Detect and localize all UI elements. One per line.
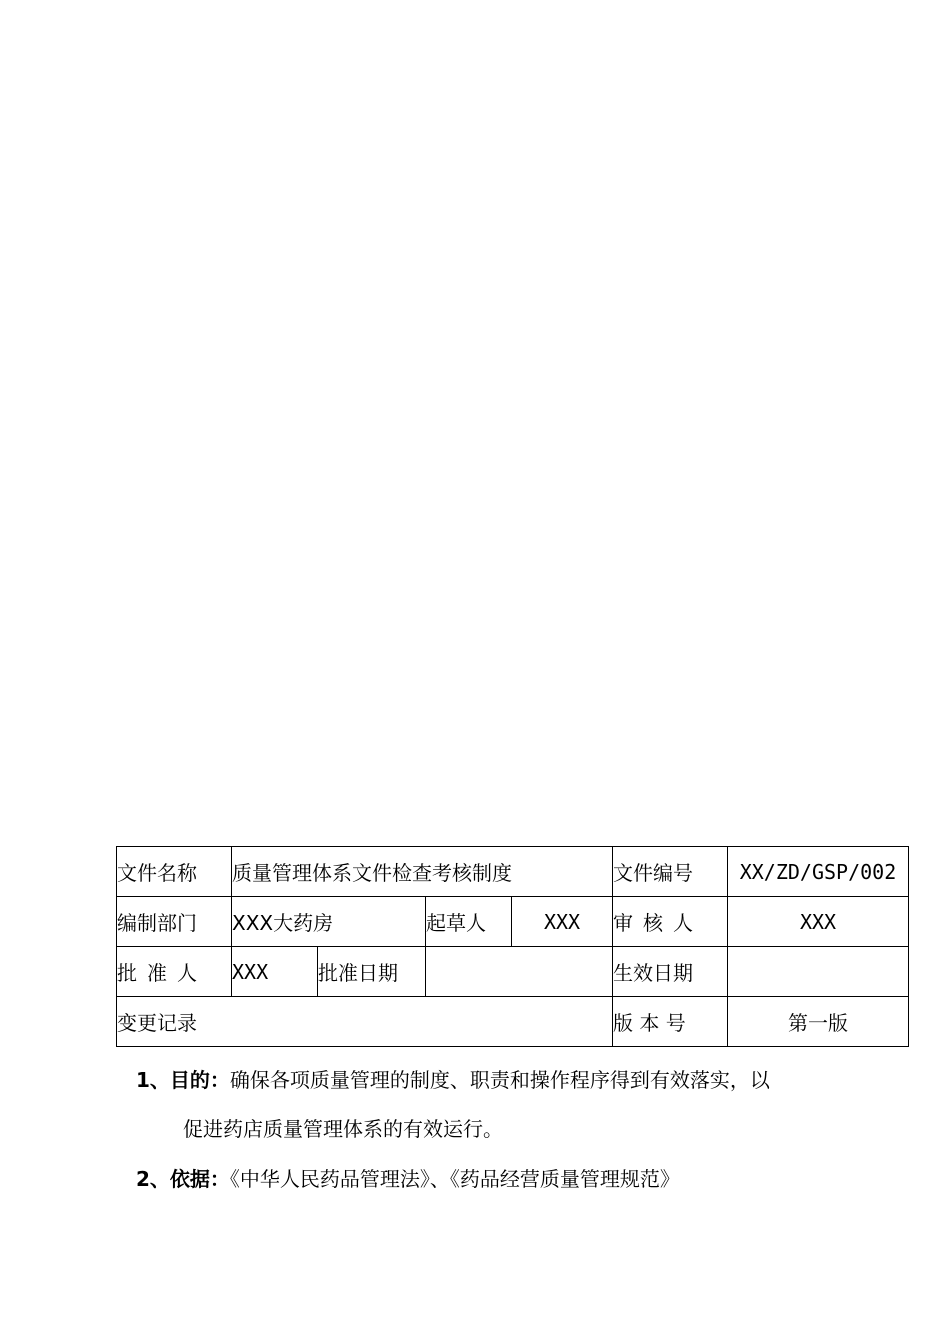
section-purpose-continuation: 促进药店质量管理体系的有效运行。 — [183, 1117, 503, 1141]
reviewer-label: 审核人 — [613, 897, 728, 947]
approve-date-value — [426, 947, 613, 997]
table-row — [117, 997, 909, 1047]
section-heading: 依据： — [169, 1167, 230, 1191]
table-row — [117, 897, 909, 947]
approver-label: 批准人 — [117, 947, 232, 997]
version-label: 版 本 号 — [613, 997, 728, 1047]
table-row — [117, 947, 909, 997]
change-record-label: 变更记录 — [117, 997, 613, 1047]
department-label: 编制部门 — [117, 897, 232, 947]
document-header-table — [116, 846, 909, 1047]
reviewer-value: XXX — [728, 897, 909, 947]
version-value: 第一版 — [728, 997, 909, 1047]
section-number: 1、 — [136, 1068, 170, 1092]
drafter-label: 起草人 — [426, 897, 512, 947]
file-number-label: 文件编号 — [613, 847, 728, 897]
section-basis — [136, 1163, 680, 1192]
department-value: XXX大药房 — [232, 897, 426, 947]
file-name-value: 质量管理体系文件检查考核制度 — [232, 847, 613, 897]
file-name-label: 文件名称 — [117, 847, 232, 897]
section-text: 《中华人民药品管理法》、《药品经营质量管理规范》 — [229, 1167, 680, 1191]
section-heading: 目的： — [169, 1068, 230, 1092]
table-row — [117, 847, 909, 897]
section-text: 确保各项质量管理的制度、职责和操作程序得到有效落实，以 — [229, 1068, 770, 1092]
effective-date-value — [728, 947, 909, 997]
section-number: 2、 — [136, 1167, 170, 1191]
effective-date-label: 生效日期 — [613, 947, 728, 997]
approve-date-label: 批准日期 — [318, 947, 426, 997]
approver-value: XXX — [232, 947, 318, 997]
drafter-value: XXX — [512, 897, 613, 947]
section-purpose — [136, 1064, 770, 1093]
file-number-value: XX/ZD/GSP/002 — [728, 847, 909, 897]
